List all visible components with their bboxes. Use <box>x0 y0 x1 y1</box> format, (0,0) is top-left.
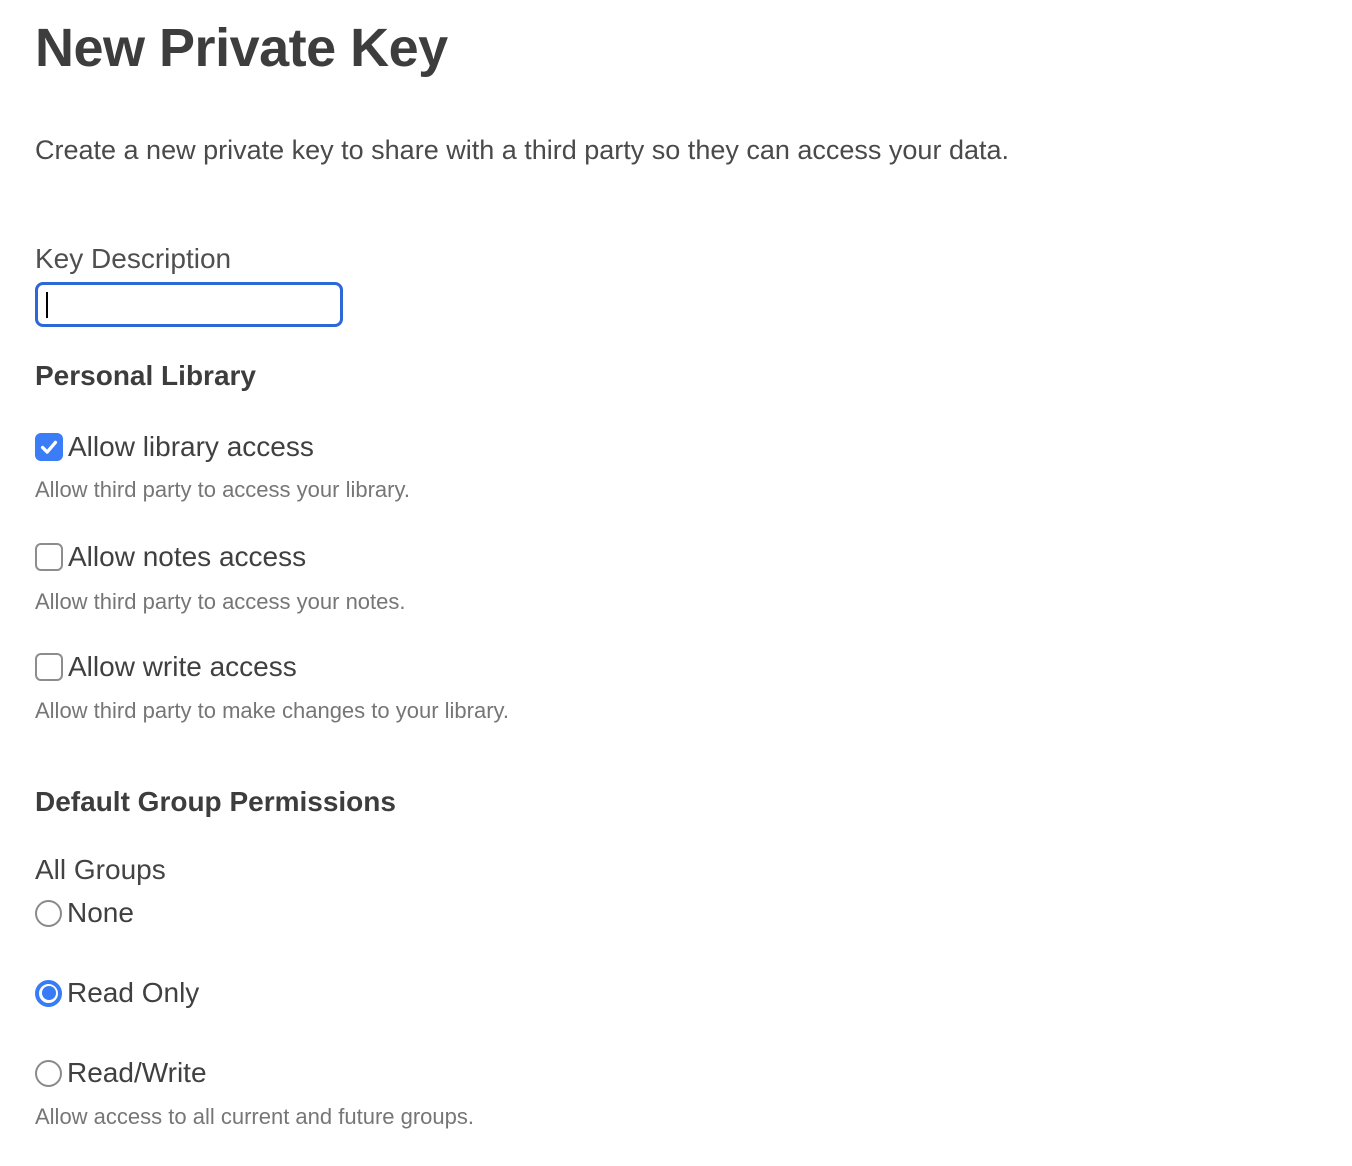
permission-read-write-radio[interactable] <box>35 1060 62 1087</box>
default-group-permissions-heading: Default Group Permissions <box>35 786 396 817</box>
allow-write-access-help: Allow third party to make changes to your library. <box>35 698 510 723</box>
all-groups-label: All Groups <box>35 854 166 885</box>
permission-read-write-label[interactable]: Read/Write <box>67 1057 207 1088</box>
allow-write-access-row <box>35 652 1312 682</box>
permission-none-radio[interactable] <box>35 900 62 927</box>
allow-notes-access-row <box>35 542 1312 572</box>
permission-read-only-radio[interactable] <box>35 980 62 1007</box>
permission-none-row <box>35 898 1312 928</box>
key-description-input-wrap <box>35 282 343 327</box>
allow-notes-access-help: Allow third party to access your notes. <box>35 589 406 614</box>
text-cursor-caret <box>46 292 48 318</box>
allow-notes-access-label[interactable]: Allow notes access <box>68 541 307 572</box>
allow-write-access-label[interactable]: Allow write access <box>68 651 297 682</box>
intro-text: Create a new private key to share with a third party so they can access your data. <box>35 135 1009 165</box>
permission-read-write-row <box>35 1058 1312 1088</box>
allow-notes-access-checkbox[interactable] <box>35 543 63 571</box>
key-description-label: Key Description <box>35 243 232 274</box>
key-description-input[interactable] <box>35 282 343 327</box>
allow-library-access-row <box>35 432 1312 462</box>
page-title: New Private Key <box>35 18 448 78</box>
allow-library-access-checkbox[interactable] <box>35 433 63 461</box>
permission-read-only-label[interactable]: Read Only <box>67 977 200 1008</box>
allow-library-access-help: Allow third party to access your library. <box>35 477 410 502</box>
allow-library-access-label[interactable]: Allow library access <box>68 431 314 462</box>
checkmark-icon <box>38 436 60 458</box>
group-permissions-help: Allow access to all current and future groups. <box>35 1104 475 1129</box>
allow-write-access-checkbox[interactable] <box>35 653 63 681</box>
personal-library-heading: Personal Library <box>35 360 256 391</box>
permission-none-label[interactable]: None <box>67 897 134 928</box>
permission-read-only-row <box>35 978 1312 1008</box>
